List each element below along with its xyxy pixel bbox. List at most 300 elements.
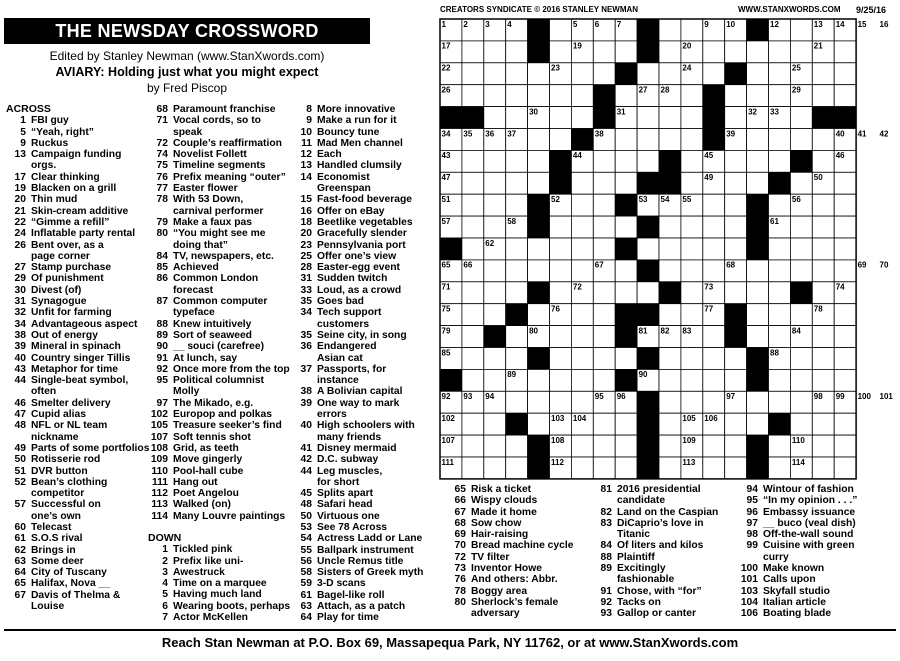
grid-cell[interactable] (834, 369, 856, 391)
grid-cell[interactable] (681, 348, 703, 370)
grid-cell[interactable] (703, 369, 725, 391)
grid-cell[interactable] (484, 63, 506, 85)
grid-cell[interactable] (593, 304, 615, 326)
grid-cell[interactable] (812, 238, 834, 260)
grid-cell[interactable] (790, 369, 812, 391)
grid-cell[interactable] (703, 457, 725, 479)
grid-cell[interactable] (725, 413, 747, 435)
grid-cell[interactable] (681, 216, 703, 238)
grid-cell[interactable] (484, 41, 506, 63)
grid-cell[interactable] (747, 129, 769, 151)
grid-cell[interactable] (550, 107, 572, 129)
grid-cell[interactable] (812, 326, 834, 348)
clue-number (292, 183, 317, 194)
grid-cell[interactable] (571, 107, 593, 129)
grid-cell[interactable] (550, 41, 572, 63)
grid-cell[interactable] (506, 457, 528, 479)
grid-cell[interactable] (506, 85, 528, 107)
grid-cell[interactable] (834, 413, 856, 435)
grid-cell[interactable] (703, 326, 725, 348)
grid-cell[interactable] (462, 41, 484, 63)
grid-cell[interactable] (834, 63, 856, 85)
grid-cell[interactable] (725, 85, 747, 107)
grid-cell[interactable] (571, 216, 593, 238)
grid-cell[interactable] (790, 260, 812, 282)
grid-cell[interactable] (462, 435, 484, 457)
grid-cell[interactable] (681, 107, 703, 129)
grid-cell[interactable] (615, 85, 637, 107)
grid-block (593, 107, 615, 129)
grid-cell[interactable] (769, 326, 791, 348)
clue-text: “Gimme a refill” (31, 216, 110, 228)
grid-cell[interactable] (834, 435, 856, 457)
grid-cell[interactable] (834, 348, 856, 370)
grid-cell[interactable] (550, 260, 572, 282)
grid-cell[interactable] (725, 348, 747, 370)
grid-cell[interactable] (637, 63, 659, 85)
grid-cell[interactable] (703, 391, 725, 413)
grid-cell[interactable] (593, 63, 615, 85)
grid-cell[interactable] (703, 63, 725, 85)
grid-cell[interactable] (659, 41, 681, 63)
grid-cell[interactable] (462, 457, 484, 479)
grid-cell[interactable] (681, 304, 703, 326)
grid-cell[interactable] (747, 85, 769, 107)
grid-cell[interactable] (506, 194, 528, 216)
clue-text: adversary (471, 608, 520, 620)
grid-block (440, 107, 462, 129)
grid-cell[interactable] (637, 150, 659, 172)
grid-cell[interactable] (571, 304, 593, 326)
grid-cell[interactable] (747, 260, 769, 282)
grid-cell[interactable] (790, 107, 812, 129)
grid-cell[interactable] (550, 216, 572, 238)
grid-cell[interactable] (659, 216, 681, 238)
grid-cell[interactable] (462, 326, 484, 348)
grid-cell[interactable] (550, 348, 572, 370)
grid-cell[interactable] (725, 282, 747, 304)
grid-cell[interactable] (725, 369, 747, 391)
grid-cell[interactable] (462, 348, 484, 370)
grid-cell[interactable] (484, 216, 506, 238)
grid-cell[interactable] (528, 172, 550, 194)
clue-number: 38 (14, 329, 26, 341)
down-clue (292, 420, 442, 431)
grid-cell[interactable] (615, 348, 637, 370)
grid-cell[interactable] (593, 150, 615, 172)
across-clue (6, 477, 146, 488)
grid-cell[interactable] (834, 85, 856, 107)
grid-cell[interactable] (571, 348, 593, 370)
grid-cell[interactable] (571, 457, 593, 479)
clue-number: 71 (156, 115, 168, 127)
grid-cell[interactable] (637, 107, 659, 129)
grid-cell[interactable] (593, 41, 615, 63)
grid-cell[interactable] (725, 172, 747, 194)
clue-number: 96 (746, 506, 758, 518)
grid-cell[interactable] (834, 216, 856, 238)
grid-cell[interactable] (659, 107, 681, 129)
grid-cell[interactable] (681, 172, 703, 194)
grid-cell[interactable] (484, 369, 506, 391)
grid-cell[interactable] (550, 282, 572, 304)
grid-cell[interactable] (769, 369, 791, 391)
clue-number (148, 127, 173, 138)
grid-cell[interactable] (703, 435, 725, 457)
grid-cell[interactable] (834, 260, 856, 282)
grid-cell[interactable] (593, 282, 615, 304)
grid-cell[interactable] (725, 107, 747, 129)
clue-number: 79 (156, 216, 168, 228)
grid-cell[interactable] (834, 238, 856, 260)
grid-cell[interactable] (571, 260, 593, 282)
across-clue (6, 160, 146, 171)
grid-number: 65 (441, 260, 451, 270)
grid-cell[interactable] (812, 216, 834, 238)
clue-text: See 78 Across (317, 521, 388, 533)
grid-cell[interactable] (769, 457, 791, 479)
grid-cell[interactable] (681, 129, 703, 151)
clue-text: Splits apart (317, 488, 374, 500)
grid-cell[interactable] (834, 194, 856, 216)
grid-cell[interactable] (769, 41, 791, 63)
grid-cell[interactable] (550, 238, 572, 260)
grid-cell[interactable] (528, 129, 550, 151)
across-clue (148, 499, 298, 510)
grid-cell[interactable] (506, 348, 528, 370)
grid-cell[interactable] (506, 172, 528, 194)
grid-cell[interactable] (571, 172, 593, 194)
across-clue (148, 364, 298, 375)
grid-cell[interactable] (769, 435, 791, 457)
clue-number: 109 (150, 454, 168, 466)
grid-cell[interactable] (528, 238, 550, 260)
grid-cell[interactable] (615, 129, 637, 151)
grid-cell[interactable] (834, 326, 856, 348)
grid-cell[interactable] (659, 238, 681, 260)
clue-number: 38 (300, 386, 312, 398)
grid-cell[interactable] (571, 326, 593, 348)
grid-cell[interactable] (681, 369, 703, 391)
grid-cell[interactable] (506, 238, 528, 260)
grid-cell[interactable] (550, 391, 572, 413)
grid-cell[interactable] (790, 348, 812, 370)
grid-cell[interactable] (812, 435, 834, 457)
grid-cell[interactable] (593, 194, 615, 216)
grid-cell[interactable] (812, 85, 834, 107)
grid-cell[interactable] (747, 413, 769, 435)
clue-text: Endangered (317, 341, 377, 353)
grid-cell[interactable] (790, 41, 812, 63)
clue-text: Risk a ticket (471, 484, 532, 495)
grid-cell[interactable] (550, 129, 572, 151)
across-clue (148, 194, 298, 205)
clue-text: Wintour of fashion (763, 484, 854, 495)
clue-text: D.C. subway (317, 454, 379, 466)
grid-cell[interactable] (571, 238, 593, 260)
grid-cell[interactable] (769, 282, 791, 304)
grid-cell[interactable] (528, 260, 550, 282)
grid-cell[interactable] (637, 129, 659, 151)
grid-cell[interactable] (769, 238, 791, 260)
grid-cell[interactable] (506, 435, 528, 457)
grid-cell[interactable] (790, 238, 812, 260)
across-clue (6, 251, 146, 262)
down-clue (292, 466, 442, 477)
grid-cell[interactable] (550, 85, 572, 107)
grid-cell[interactable] (681, 150, 703, 172)
grid-cell[interactable] (571, 369, 593, 391)
down-clue (292, 262, 442, 273)
grid-cell[interactable] (462, 216, 484, 238)
grid-cell[interactable] (484, 304, 506, 326)
grid-cell[interactable] (659, 304, 681, 326)
grid-cell[interactable] (659, 129, 681, 151)
grid-cell[interactable] (834, 304, 856, 326)
grid-cell[interactable] (637, 238, 659, 260)
grid-cell[interactable] (725, 435, 747, 457)
grid-cell[interactable] (528, 85, 550, 107)
grid-cell[interactable] (593, 413, 615, 435)
grid-cell[interactable] (812, 63, 834, 85)
grid-cell[interactable] (506, 63, 528, 85)
grid-cell[interactable] (484, 85, 506, 107)
grid-cell[interactable] (812, 194, 834, 216)
grid-cell[interactable] (462, 63, 484, 85)
down-clue (292, 285, 442, 296)
grid-cell[interactable] (790, 172, 812, 194)
clue-number: 66 (454, 495, 466, 507)
grid-cell[interactable] (615, 457, 637, 479)
grid-cell[interactable] (747, 391, 769, 413)
grid-cell[interactable] (462, 304, 484, 326)
grid-cell[interactable] (593, 238, 615, 260)
grid-cell[interactable] (681, 391, 703, 413)
grid-cell[interactable] (615, 435, 637, 457)
grid-number: 113 (682, 457, 696, 467)
grid-cell[interactable] (484, 172, 506, 194)
grid-cell[interactable] (462, 369, 484, 391)
grid-cell[interactable] (812, 457, 834, 479)
grid-cell[interactable] (790, 129, 812, 151)
grid-cell[interactable] (593, 435, 615, 457)
grid-cell[interactable] (506, 150, 528, 172)
grid-cell[interactable] (528, 304, 550, 326)
grid-cell[interactable] (484, 260, 506, 282)
across-clue (6, 127, 146, 138)
grid-cell[interactable] (703, 238, 725, 260)
grid-cell[interactable] (506, 326, 528, 348)
grid-cell[interactable] (725, 41, 747, 63)
grid-cell[interactable] (462, 282, 484, 304)
grid-cell[interactable] (769, 150, 791, 172)
grid-cell[interactable] (462, 194, 484, 216)
grid-cell[interactable] (571, 391, 593, 413)
grid-cell[interactable] (571, 85, 593, 107)
grid-cell[interactable] (571, 194, 593, 216)
grid-cell[interactable] (462, 172, 484, 194)
clue-text: competitor (31, 488, 85, 500)
grid-cell[interactable] (593, 216, 615, 238)
grid-cell[interactable] (571, 435, 593, 457)
grid-cell[interactable] (659, 369, 681, 391)
grid-cell[interactable] (747, 172, 769, 194)
grid-cell[interactable] (659, 457, 681, 479)
grid-cell[interactable] (484, 435, 506, 457)
clue-number: 80 (454, 596, 466, 608)
grid-cell[interactable] (659, 348, 681, 370)
grid-cell[interactable] (703, 216, 725, 238)
grid-cell[interactable] (834, 41, 856, 63)
grid-cell[interactable] (659, 391, 681, 413)
grid-cell[interactable] (550, 19, 572, 41)
grid-cell[interactable] (637, 282, 659, 304)
grid-cell[interactable] (747, 304, 769, 326)
grid-cell[interactable] (812, 150, 834, 172)
clue-text: Gallop or canter (617, 608, 696, 620)
grid-cell[interactable] (484, 413, 506, 435)
grid-cell[interactable] (725, 150, 747, 172)
grid-cell[interactable] (681, 85, 703, 107)
grid-cell[interactable] (790, 391, 812, 413)
grid-number: 67 (594, 260, 604, 270)
grid-cell[interactable] (747, 41, 769, 63)
grid-cell[interactable] (681, 282, 703, 304)
clue-number: 102 (150, 409, 168, 421)
clue-number: 85 (156, 262, 168, 274)
grid-cell[interactable] (681, 19, 703, 41)
grid-cell[interactable] (703, 348, 725, 370)
down-clue (292, 251, 442, 262)
grid-cell[interactable] (484, 194, 506, 216)
grid-cell[interactable] (484, 457, 506, 479)
grid-number: 2 (463, 19, 468, 29)
grid-cell[interactable] (484, 107, 506, 129)
grid-cell[interactable] (484, 348, 506, 370)
grid-cell[interactable] (506, 391, 528, 413)
grid-cell[interactable] (593, 326, 615, 348)
grid-cell[interactable] (528, 63, 550, 85)
clue-number: 32 (14, 307, 26, 319)
grid-cell[interactable] (506, 260, 528, 282)
grid-cell[interactable] (506, 282, 528, 304)
across-clue (6, 217, 146, 228)
grid-cell[interactable] (659, 63, 681, 85)
grid-cell[interactable] (615, 150, 637, 172)
grid-cell[interactable] (484, 150, 506, 172)
grid-cell[interactable] (769, 260, 791, 282)
grid-cell[interactable] (615, 41, 637, 63)
grid-cell[interactable] (812, 129, 834, 151)
grid-cell[interactable] (615, 216, 637, 238)
grid-cell[interactable] (790, 413, 812, 435)
grid-cell[interactable] (812, 369, 834, 391)
clue-text: Smelter delivery (31, 397, 111, 409)
grid-cell[interactable] (659, 435, 681, 457)
grid-cell[interactable] (550, 326, 572, 348)
down-heading: DOWN (148, 531, 182, 544)
grid-cell[interactable] (769, 129, 791, 151)
grid-cell[interactable] (593, 457, 615, 479)
grid-cell[interactable] (812, 348, 834, 370)
grid-cell[interactable] (769, 194, 791, 216)
grid-cell[interactable] (615, 260, 637, 282)
grid-cell[interactable] (834, 457, 856, 479)
grid-cell[interactable] (769, 391, 791, 413)
grid-cell[interactable] (790, 304, 812, 326)
grid-cell[interactable] (506, 41, 528, 63)
grid-cell[interactable] (703, 260, 725, 282)
grid-cell[interactable] (593, 172, 615, 194)
grid-cell[interactable] (725, 457, 747, 479)
grid-cell[interactable] (812, 282, 834, 304)
grid-cell[interactable] (593, 348, 615, 370)
grid-cell[interactable] (725, 194, 747, 216)
down-clue (292, 443, 442, 454)
grid-cell[interactable] (462, 150, 484, 172)
down-clue (738, 484, 896, 495)
clue-text: Uncle Remus title (317, 555, 404, 567)
grid-cell[interactable] (769, 63, 791, 85)
grid-cell[interactable] (747, 150, 769, 172)
grid-cell[interactable] (747, 326, 769, 348)
grid-cell[interactable] (659, 260, 681, 282)
clue-text: Offer one’s view (317, 250, 397, 262)
grid-cell[interactable] (571, 63, 593, 85)
grid-cell[interactable] (790, 216, 812, 238)
grid-cell[interactable] (681, 238, 703, 260)
grid-cell[interactable] (703, 194, 725, 216)
grid-number: 114 (791, 457, 805, 467)
grid-cell[interactable] (528, 413, 550, 435)
clue-number: 40 (300, 420, 312, 432)
grid-cell[interactable] (506, 107, 528, 129)
grid-cell[interactable] (550, 369, 572, 391)
grid-cell[interactable] (528, 391, 550, 413)
grid-cell[interactable] (659, 19, 681, 41)
clue-text: instance (317, 375, 359, 387)
grid-cell[interactable] (659, 413, 681, 435)
grid-cell[interactable] (769, 304, 791, 326)
grid-cell[interactable] (462, 413, 484, 435)
grid-cell[interactable] (484, 282, 506, 304)
grid-cell[interactable] (834, 172, 856, 194)
grid-cell[interactable] (462, 85, 484, 107)
grid-cell[interactable] (725, 238, 747, 260)
grid-cell[interactable] (615, 282, 637, 304)
grid-cell[interactable] (615, 413, 637, 435)
grid-cell[interactable] (528, 369, 550, 391)
grid-cell[interactable] (790, 19, 812, 41)
grid-number: 90 (638, 370, 648, 380)
grid-cell[interactable] (769, 85, 791, 107)
across-clue (6, 533, 146, 544)
grid-cell[interactable] (747, 282, 769, 304)
grid-cell[interactable] (615, 172, 637, 194)
grid-cell[interactable] (725, 216, 747, 238)
clue-number: 97 (156, 397, 168, 409)
grid-cell[interactable] (528, 150, 550, 172)
grid-cell[interactable] (703, 41, 725, 63)
grid-cell[interactable] (681, 260, 703, 282)
grid-cell[interactable] (812, 413, 834, 435)
down-clue (148, 578, 298, 589)
clue-number: 53 (300, 521, 312, 533)
grid-cell[interactable] (593, 369, 615, 391)
grid-cell[interactable] (462, 238, 484, 260)
grid-cell[interactable] (812, 260, 834, 282)
grid-cell[interactable] (747, 63, 769, 85)
